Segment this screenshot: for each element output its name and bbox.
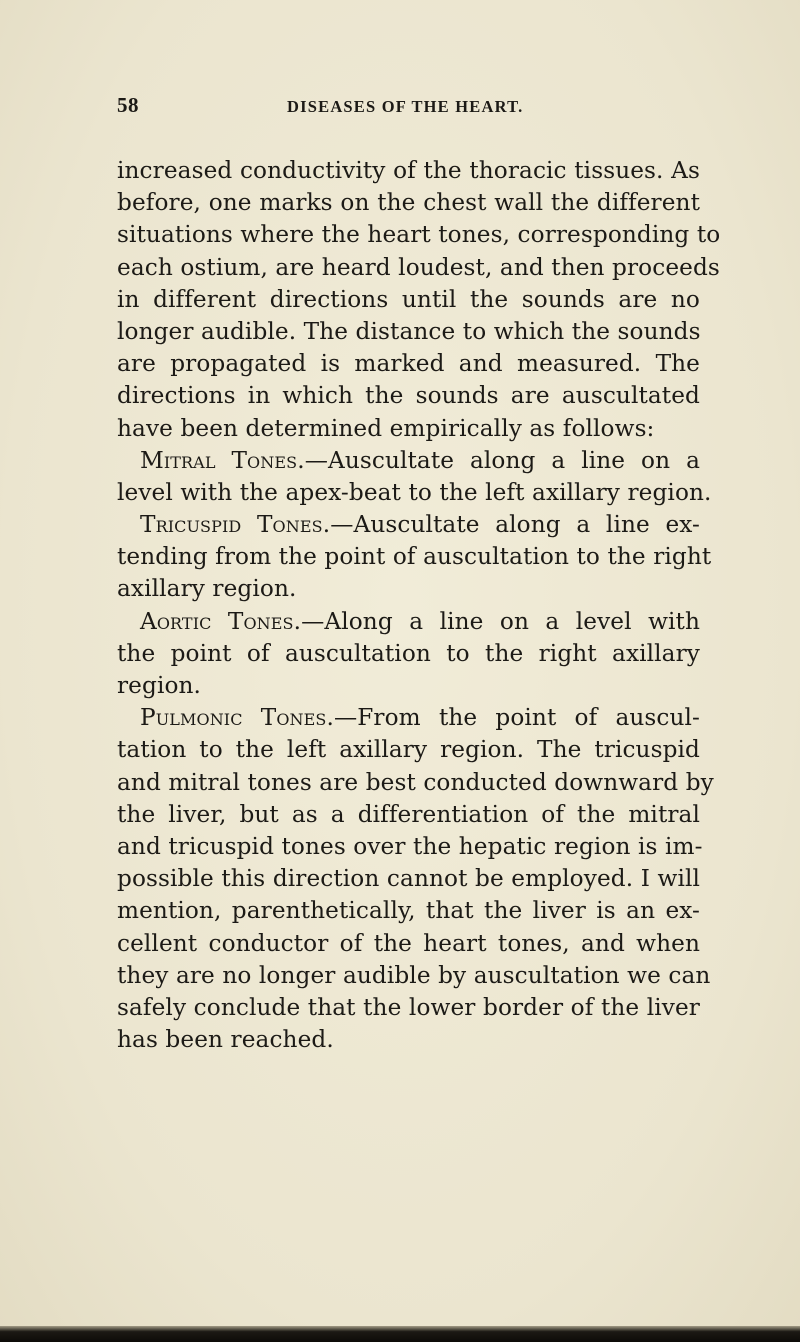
line-text: region. (117, 672, 202, 699)
text-line (117, 380, 700, 412)
line-text: and tricuspid tones over the hepatic region is im- (117, 832, 703, 860)
text-line (117, 219, 721, 251)
text-line (117, 1024, 700, 1056)
line-text: —From the point of auscul- (333, 704, 700, 732)
text-line (117, 992, 700, 1024)
line-text: possible this direction cannot be employed. I will (117, 865, 700, 893)
text-line (117, 606, 700, 638)
line-text: before, one marks on the chest wall the different (117, 189, 700, 217)
text-line (117, 187, 700, 219)
line-text: have been determined empirically as follows: (117, 414, 655, 442)
line-text: level with the apex-beat to the left axillary region. (117, 478, 712, 506)
text-line (117, 509, 700, 541)
text-line (117, 702, 700, 734)
text-line (117, 541, 712, 573)
line-text: has been reached. (117, 1026, 334, 1054)
section-heading: Mitral Tones. (140, 446, 305, 474)
line-text: situations where the heart tones, corresponding to (117, 221, 721, 249)
text-line (117, 573, 700, 605)
text-line (117, 284, 700, 316)
line-text: the liver, but as a differentiation of the mitral (117, 800, 700, 828)
section-heading: Tricuspid Tones. (140, 511, 331, 539)
line-text: —Auscultate along a line ex- (330, 511, 700, 539)
line-text: are propagated is marked and measured. The (117, 350, 700, 378)
text-line (117, 767, 714, 799)
text-line (117, 477, 712, 509)
line-text: safely conclude that the lower border of the liver (117, 993, 700, 1021)
line-text: tending from the point of auscultation to the right (117, 543, 712, 571)
page-number: 58 (117, 93, 139, 117)
section-heading: Pulmonic Tones. (140, 704, 334, 732)
text-line (117, 895, 700, 927)
text-line (117, 638, 700, 670)
line-text: cellent conductor of the heart tones, and when (117, 929, 700, 957)
text-line (117, 831, 703, 863)
line-text: increased conductivity of the thoracic tissues. As (117, 157, 700, 184)
line-text: —Along a line on a level with (301, 607, 700, 635)
body-text (117, 155, 721, 1056)
line-text: they are no longer audible by auscultation we can (117, 961, 711, 989)
line-text: longer audible. The distance to which the sounds (117, 317, 701, 345)
text-line (117, 670, 700, 702)
line-text: —Auscultate along a line on a (304, 446, 700, 474)
line-text: tation to the left axillary region. The tricuspid (117, 736, 700, 764)
line-text: each ostium, are heard loudest, and then proceeds (117, 253, 720, 281)
line-text: directions in which the sounds are auscultated (117, 382, 700, 410)
text-line (117, 155, 700, 187)
running-head (117, 93, 700, 125)
text-line (117, 863, 700, 895)
section-heading: Aortic Tones. (140, 607, 302, 635)
text-line (117, 734, 700, 766)
text-line (117, 445, 700, 477)
line-text: mention, parenthetically, that the liver is an ex- (117, 897, 700, 925)
page-edge-shadow (0, 1326, 800, 1342)
text-line (117, 928, 700, 960)
text-line (117, 316, 700, 348)
text-line (117, 413, 700, 445)
text-line (117, 348, 700, 380)
text-line (117, 799, 700, 831)
text-line (117, 252, 720, 284)
line-text: and mitral tones are best conducted downward by (117, 768, 714, 796)
text-line (117, 960, 711, 992)
line-text: axillary region. (117, 575, 297, 603)
running-title: DISEASES OF THE HEART. (287, 97, 524, 116)
line-text: in different directions until the sounds are no (117, 285, 700, 313)
line-text: the point of auscultation to the right axillary (117, 639, 700, 667)
